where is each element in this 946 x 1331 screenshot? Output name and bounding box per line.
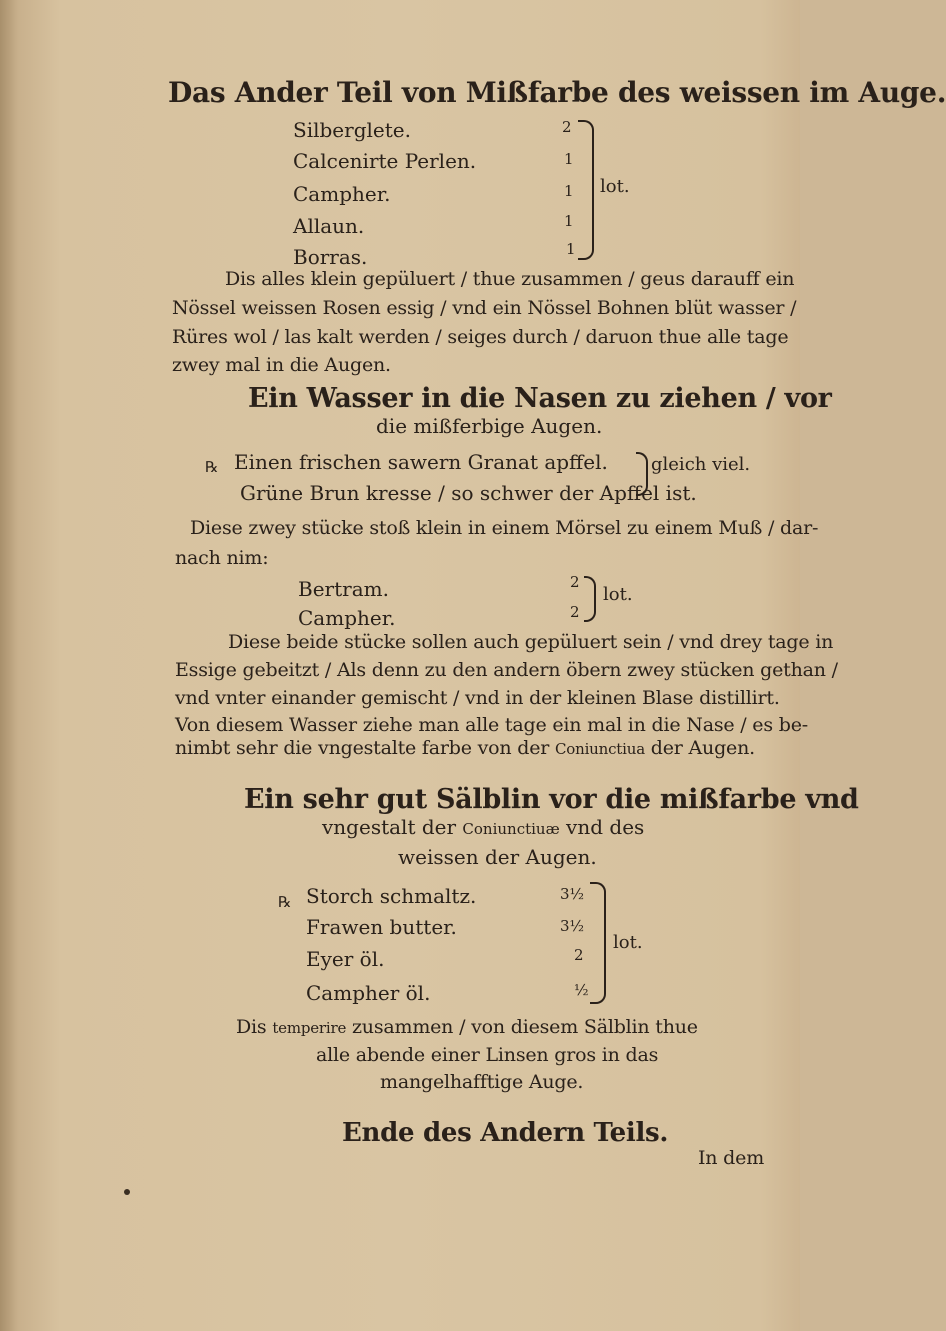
brace-bracket <box>590 882 606 1004</box>
quantity-2: 3½ <box>560 917 585 935</box>
text-segment-latin: Coniunctiuæ <box>462 820 560 838</box>
body-text-line: Essige gebeitzt / Als denn zu den andern öbern zwey stücken gethan / <box>175 659 838 681</box>
body-text-line: Dis alles klein gepüluert / thue zusammen / geus darauff ein <box>225 268 795 290</box>
unit-label: lot. <box>613 932 643 953</box>
ingredient-3: Campher. <box>293 182 391 206</box>
ingredient-1: Bertram. <box>298 577 389 601</box>
recipe-symbol: ℞ <box>278 893 292 911</box>
quantity-2: 2 <box>570 603 580 621</box>
text-segment: nimbt sehr die vngestalte farbe von der <box>175 737 550 759</box>
unit-label: lot. <box>603 584 633 605</box>
quantity-1: 2 <box>570 573 580 591</box>
ingredient-5: Borras. <box>293 245 368 269</box>
ingredient-4: Allaun. <box>293 214 365 238</box>
ending-heading: Ende des Andern Teils. <box>342 1118 669 1148</box>
ingredient-2: Grüne Brun kresse / so schwer der Apffel ist. <box>240 481 697 505</box>
paper-spot <box>124 1189 130 1195</box>
body-text-line: Rüres wol / las kalt werden / seiges durch / daruon thue alle tage <box>172 326 789 348</box>
ingredient-1: Einen frischen sawern Granat apffel. <box>234 450 608 474</box>
quantity-1: 2 <box>562 118 572 136</box>
brace-bracket <box>578 120 594 260</box>
unit-label: gleich viel. <box>651 454 751 475</box>
catchword: In dem <box>698 1147 765 1169</box>
ingredient-4: Campher öl. <box>306 981 431 1005</box>
section-subheading: die mißferbige Augen. <box>376 414 603 438</box>
text-segment: der Augen. <box>650 737 755 759</box>
ingredient-3: Eyer öl. <box>306 947 385 971</box>
quantity-3: 1 <box>564 182 574 200</box>
quantity-4: ½ <box>574 981 589 999</box>
body-text-line: zwey mal in die Augen. <box>172 354 391 376</box>
ingredient-2: Calcenirte Perlen. <box>293 149 477 173</box>
quantity-2: 1 <box>564 150 574 168</box>
ingredient-2: Campher. <box>298 606 396 630</box>
brace-bracket <box>636 452 648 496</box>
ingredient-1: Storch schmaltz. <box>306 884 477 908</box>
body-text-line: Nössel weissen Rosen essig / vnd ein Nössel Bohnen blüt wasser / <box>172 297 797 319</box>
text-segment: zusammen / von diesem Sälblin thue <box>351 1016 698 1038</box>
ingredient-2: Frawen butter. <box>306 915 457 939</box>
body-text-line: vnd vnter einander gemischt / vnd in der kleinen Blase distillirt. <box>175 687 780 709</box>
body-text-line: Diese beide stücke sollen auch gepüluert sein / vnd drey tage in <box>228 631 834 653</box>
page-title: Das Ander Teil von Mißfarbe des weissen im Auge. <box>168 76 946 109</box>
body-text-line: alle abende einer Linsen gros in das <box>316 1044 659 1066</box>
body-text-line <box>236 1016 698 1038</box>
text-segment-latin: Coniunctiua <box>555 740 645 758</box>
body-text-line <box>175 737 755 759</box>
brace-bracket <box>584 576 596 622</box>
quantity-1: 3½ <box>560 885 585 903</box>
body-text-line: Von diesem Wasser ziehe man alle tage ein mal in die Nase / es be- <box>175 714 808 736</box>
text-segment-latin: temperire <box>272 1019 347 1037</box>
ingredient-1: Silberglete. <box>293 118 411 142</box>
recipe-symbol: ℞ <box>205 458 219 476</box>
body-text-line: Diese zwey stücke stoß klein in einem Mörsel zu einem Muß / dar- <box>190 517 819 539</box>
section-heading: Ein Wasser in die Nasen zu ziehen / vor <box>248 383 832 414</box>
text-segment: Dis <box>236 1016 267 1038</box>
body-text-line: mangelhafftige Auge. <box>380 1071 584 1093</box>
quantity-3: 2 <box>574 946 584 964</box>
body-text-line: nach nim: <box>175 547 269 569</box>
section-subheading <box>322 815 644 839</box>
quantity-4: 1 <box>564 212 574 230</box>
quantity-5: 1 <box>566 240 576 258</box>
section-subheading: weissen der Augen. <box>398 845 597 869</box>
section-heading: Ein sehr gut Sälblin vor die mißfarbe vnd <box>244 784 859 815</box>
text-segment: vnd des <box>566 815 645 839</box>
text-segment: vngestalt der <box>322 815 457 839</box>
unit-label: lot. <box>600 176 630 197</box>
